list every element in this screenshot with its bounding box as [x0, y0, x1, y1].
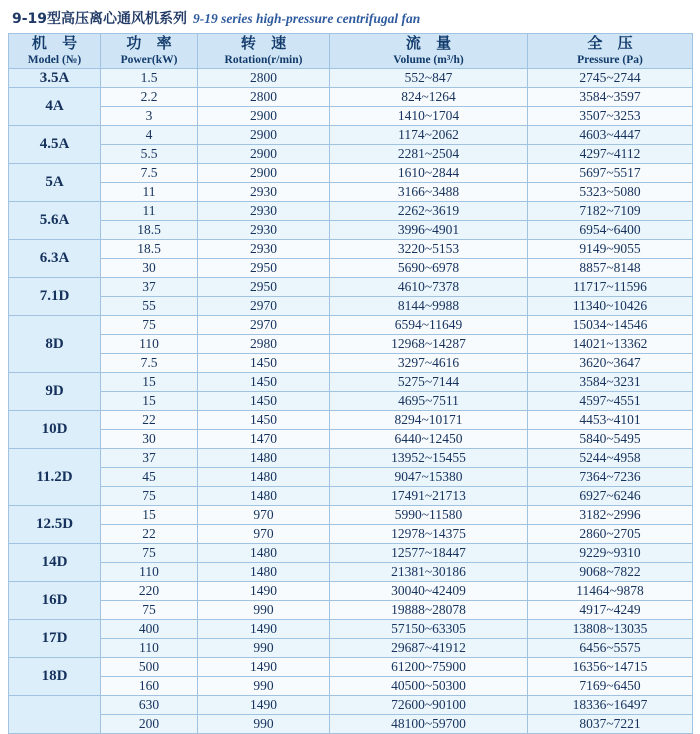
cell-pressure: 15034~14546: [528, 315, 693, 334]
cell-model: 11.2D: [9, 448, 101, 505]
cell-power: 22: [101, 410, 198, 429]
table-row: [9, 410, 693, 429]
cell-pressure: 18336~16497: [528, 695, 693, 714]
cell-pressure: 7182~7109: [528, 201, 693, 220]
cell-rotation: 1480: [198, 486, 330, 505]
table-row: [9, 638, 693, 657]
cell-volume: 3220~5153: [330, 239, 528, 258]
cell-power: 15: [101, 505, 198, 524]
cell-power: 200: [101, 714, 198, 733]
table-row: [9, 543, 693, 562]
cell-rotation: 2930: [198, 220, 330, 239]
title-chinese: 9-19型高压离心通风机系列: [12, 11, 188, 27]
specifications-table: [8, 33, 693, 734]
cell-pressure: 3182~2996: [528, 505, 693, 524]
cell-pressure: 4603~4447: [528, 125, 693, 144]
cell-rotation: 1480: [198, 467, 330, 486]
cell-rotation: 2900: [198, 125, 330, 144]
cell-volume: 5275~7144: [330, 372, 528, 391]
cell-power: 11: [101, 201, 198, 220]
cell-volume: 8294~10171: [330, 410, 528, 429]
cell-pressure: 6927~6246: [528, 486, 693, 505]
column-header-rotation: [198, 34, 330, 69]
cell-power: 30: [101, 429, 198, 448]
cell-volume: 4695~7511: [330, 391, 528, 410]
cell-power: 75: [101, 600, 198, 619]
cell-pressure: 11340~10426: [528, 296, 693, 315]
table-row: [9, 600, 693, 619]
cell-power: 160: [101, 676, 198, 695]
cell-rotation: 2930: [198, 182, 330, 201]
cell-power: 75: [101, 543, 198, 562]
cell-volume: 9047~15380: [330, 467, 528, 486]
column-header-model-en: Model (№): [27, 53, 82, 66]
cell-rotation: 1490: [198, 581, 330, 600]
cell-rotation: 970: [198, 505, 330, 524]
table-row: [9, 619, 693, 638]
cell-rotation: 2900: [198, 144, 330, 163]
table-row: [9, 353, 693, 372]
cell-pressure: 11464~9878: [528, 581, 693, 600]
table-row: [9, 372, 693, 391]
cell-power: 75: [101, 315, 198, 334]
cell-rotation: 990: [198, 600, 330, 619]
table-row: [9, 163, 693, 182]
cell-volume: 12968~14287: [330, 334, 528, 353]
cell-rotation: 1490: [198, 695, 330, 714]
cell-volume: 1410~1704: [330, 106, 528, 125]
cell-volume: 12978~14375: [330, 524, 528, 543]
cell-rotation: 2970: [198, 296, 330, 315]
cell-power: 400: [101, 619, 198, 638]
cell-volume: 5990~11580: [330, 505, 528, 524]
cell-volume: 3166~3488: [330, 182, 528, 201]
cell-pressure: 2860~2705: [528, 524, 693, 543]
cell-power: 45: [101, 467, 198, 486]
column-header-volume: [330, 34, 528, 69]
cell-rotation: 990: [198, 676, 330, 695]
table-row: [9, 695, 693, 714]
cell-rotation: 2970: [198, 315, 330, 334]
cell-rotation: 1480: [198, 543, 330, 562]
cell-pressure: 8857~8148: [528, 258, 693, 277]
cell-pressure: 6954~6400: [528, 220, 693, 239]
cell-power: 22: [101, 524, 198, 543]
cell-power: 37: [101, 448, 198, 467]
cell-pressure: 3620~3647: [528, 353, 693, 372]
column-header-volume-cn: 流 量: [405, 34, 457, 52]
cell-pressure: 3507~3253: [528, 106, 693, 125]
cell-rotation: 1450: [198, 410, 330, 429]
table-row: [9, 106, 693, 125]
cell-power: 110: [101, 334, 198, 353]
cell-power: 18.5: [101, 239, 198, 258]
cell-pressure: 4917~4249: [528, 600, 693, 619]
cell-power: 5.5: [101, 144, 198, 163]
cell-pressure: 5697~5517: [528, 163, 693, 182]
table-row: [9, 524, 693, 543]
cell-pressure: 9149~9055: [528, 239, 693, 258]
column-header-pressure-cn: 全 压: [587, 34, 638, 52]
cell-pressure: 5323~5080: [528, 182, 693, 201]
cell-pressure: 3584~3231: [528, 372, 693, 391]
cell-pressure: 4453~4101: [528, 410, 693, 429]
cell-model: 4.5A: [9, 125, 101, 163]
cell-pressure: 6456~5575: [528, 638, 693, 657]
cell-rotation: 1480: [198, 448, 330, 467]
cell-model: 6.3A: [9, 239, 101, 277]
cell-model: 4A: [9, 87, 101, 125]
cell-power: 7.5: [101, 163, 198, 182]
table-row: [9, 87, 693, 106]
cell-volume: 29687~41912: [330, 638, 528, 657]
cell-rotation: 2950: [198, 258, 330, 277]
cell-rotation: 1450: [198, 353, 330, 372]
table-row: [9, 486, 693, 505]
cell-power: 75: [101, 486, 198, 505]
cell-pressure: 7169~6450: [528, 676, 693, 695]
cell-model: 9D: [9, 372, 101, 410]
cell-volume: 57150~63305: [330, 619, 528, 638]
cell-power: 110: [101, 638, 198, 657]
cell-power: 11: [101, 182, 198, 201]
cell-rotation: 1490: [198, 619, 330, 638]
column-header-rotation-cn: 转 速: [240, 34, 292, 52]
cell-volume: 8144~9988: [330, 296, 528, 315]
table-row: [9, 182, 693, 201]
cell-rotation: 2800: [198, 68, 330, 87]
cell-power: 4: [101, 125, 198, 144]
cell-model: 16D: [9, 581, 101, 619]
cell-pressure: 3584~3597: [528, 87, 693, 106]
title-english: 9-19 series high-pressure centrifugal fan: [193, 11, 421, 26]
cell-pressure: 2745~2744: [528, 68, 693, 87]
column-header-volume-en: Volume (m³/h): [393, 53, 464, 66]
cell-rotation: 1480: [198, 562, 330, 581]
cell-model: 10D: [9, 410, 101, 448]
table-row: [9, 714, 693, 733]
cell-volume: 40500~50300: [330, 676, 528, 695]
cell-pressure: 7364~7236: [528, 467, 693, 486]
cell-volume: 48100~59700: [330, 714, 528, 733]
cell-rotation: 990: [198, 638, 330, 657]
cell-power: 18.5: [101, 220, 198, 239]
column-header-pressure-en: Pressure (Pa): [577, 53, 643, 66]
cell-pressure: 5244~4958: [528, 448, 693, 467]
column-header-power-en: Power(kW): [120, 53, 178, 66]
cell-volume: 72600~90100: [330, 695, 528, 714]
table-row: [9, 581, 693, 600]
cell-volume: 13952~15455: [330, 448, 528, 467]
cell-volume: 17491~21713: [330, 486, 528, 505]
cell-rotation: 970: [198, 524, 330, 543]
cell-power: 500: [101, 657, 198, 676]
column-header-power-cn: 功 率: [126, 34, 177, 52]
table-row: [9, 201, 693, 220]
table-row: [9, 676, 693, 695]
cell-model: 3.5A: [9, 68, 101, 87]
page-title: [8, 6, 692, 33]
cell-volume: 30040~42409: [330, 581, 528, 600]
cell-power: 15: [101, 372, 198, 391]
column-header-rotation-en: Rotation(r/min): [224, 53, 303, 66]
cell-model: [9, 695, 101, 733]
cell-pressure: 16356~14715: [528, 657, 693, 676]
cell-pressure: 4297~4112: [528, 144, 693, 163]
cell-rotation: 2930: [198, 239, 330, 258]
cell-volume: 5690~6978: [330, 258, 528, 277]
cell-model: 5A: [9, 163, 101, 201]
cell-volume: 552~847: [330, 68, 528, 87]
cell-volume: 12577~18447: [330, 543, 528, 562]
table-row: [9, 296, 693, 315]
cell-power: 630: [101, 695, 198, 714]
cell-volume: 3297~4616: [330, 353, 528, 372]
cell-volume: 824~1264: [330, 87, 528, 106]
cell-model: 14D: [9, 543, 101, 581]
cell-rotation: 2900: [198, 163, 330, 182]
cell-power: 220: [101, 581, 198, 600]
table-row: [9, 657, 693, 676]
table-row: [9, 315, 693, 334]
table-row: [9, 220, 693, 239]
table-row: [9, 448, 693, 467]
cell-rotation: 2980: [198, 334, 330, 353]
cell-volume: 21381~30186: [330, 562, 528, 581]
table-row: [9, 68, 693, 87]
cell-pressure: 8037~7221: [528, 714, 693, 733]
table-row: [9, 391, 693, 410]
cell-model: 12.5D: [9, 505, 101, 543]
cell-volume: 19888~28078: [330, 600, 528, 619]
cell-volume: 61200~75900: [330, 657, 528, 676]
cell-power: 110: [101, 562, 198, 581]
cell-rotation: 1450: [198, 391, 330, 410]
cell-rotation: 990: [198, 714, 330, 733]
column-header-power: [101, 34, 198, 69]
cell-power: 7.5: [101, 353, 198, 372]
cell-power: 15: [101, 391, 198, 410]
cell-pressure: 9229~9310: [528, 543, 693, 562]
cell-rotation: 1450: [198, 372, 330, 391]
cell-model: 17D: [9, 619, 101, 657]
table-row: [9, 334, 693, 353]
header-row: [9, 34, 693, 69]
cell-power: 55: [101, 296, 198, 315]
table-row: [9, 505, 693, 524]
cell-pressure: 9068~7822: [528, 562, 693, 581]
cell-power: 1.5: [101, 68, 198, 87]
table-row: [9, 562, 693, 581]
table-header: [9, 34, 693, 69]
cell-rotation: 2930: [198, 201, 330, 220]
table-row: [9, 239, 693, 258]
cell-model: 18D: [9, 657, 101, 695]
cell-rotation: 2950: [198, 277, 330, 296]
cell-volume: 1610~2844: [330, 163, 528, 182]
table-row: [9, 258, 693, 277]
cell-pressure: 5840~5495: [528, 429, 693, 448]
cell-model: 5.6A: [9, 201, 101, 239]
cell-volume: 6594~11649: [330, 315, 528, 334]
cell-rotation: 1490: [198, 657, 330, 676]
cell-pressure: 4597~4551: [528, 391, 693, 410]
cell-volume: 4610~7378: [330, 277, 528, 296]
cell-power: 3: [101, 106, 198, 125]
table-row: [9, 125, 693, 144]
cell-volume: 3996~4901: [330, 220, 528, 239]
cell-volume: 1174~2062: [330, 125, 528, 144]
cell-pressure: 13808~13035: [528, 619, 693, 638]
cell-power: 2.2: [101, 87, 198, 106]
column-header-model-cn: 机 号: [31, 34, 83, 52]
cell-power: 37: [101, 277, 198, 296]
table-row: [9, 277, 693, 296]
cell-volume: 2262~3619: [330, 201, 528, 220]
cell-volume: 6440~12450: [330, 429, 528, 448]
column-header-model: [9, 34, 101, 69]
cell-power: 30: [101, 258, 198, 277]
table-row: [9, 144, 693, 163]
column-header-pressure: [528, 34, 693, 69]
cell-model: 8D: [9, 315, 101, 372]
cell-volume: 2281~2504: [330, 144, 528, 163]
cell-pressure: 11717~11596: [528, 277, 693, 296]
table-row: [9, 467, 693, 486]
cell-pressure: 14021~13362: [528, 334, 693, 353]
cell-rotation: 2800: [198, 87, 330, 106]
cell-rotation: 2900: [198, 106, 330, 125]
table-row: [9, 429, 693, 448]
table-body: [9, 68, 693, 733]
cell-rotation: 1470: [198, 429, 330, 448]
cell-model: 7.1D: [9, 277, 101, 315]
